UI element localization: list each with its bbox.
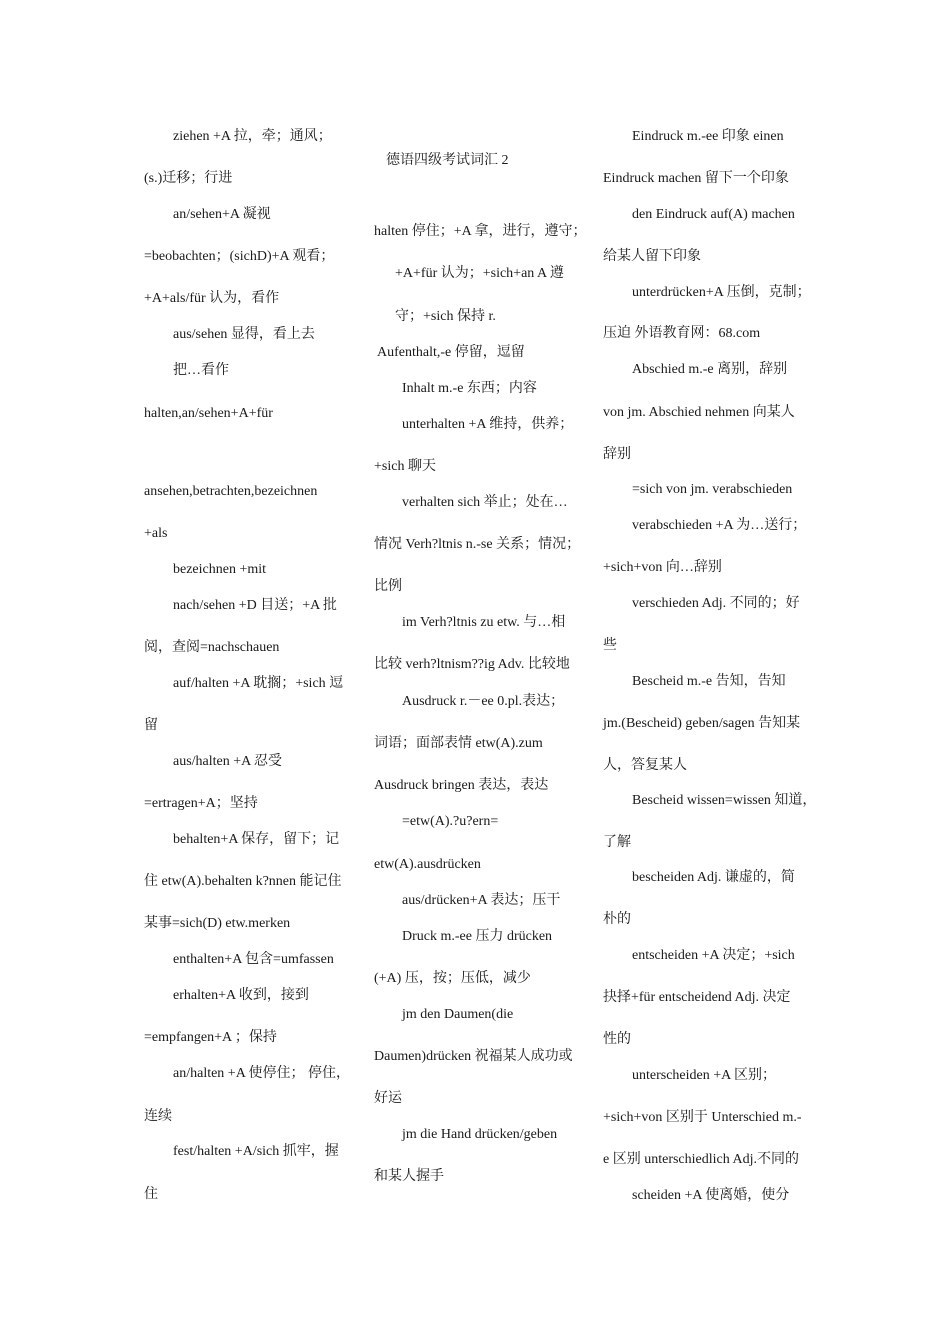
text-line: +A+für 认为；+sich+an A 遵: [395, 266, 564, 281]
text-line: etw(A).ausdrücken: [374, 857, 481, 872]
text-line: =empfangen+A ；保持: [144, 1030, 277, 1045]
text-line: Abschied m.-e 离别，辞别: [632, 362, 788, 377]
text-line: 守；+sich 保持 r.: [395, 309, 496, 324]
text-line: +sich+von 区别于 Unterschied m.-: [603, 1110, 802, 1125]
text-line: 情况 Verh?ltnis n.-se 关系；情况；: [374, 537, 581, 552]
text-line: jm die Hand drücken/geben: [402, 1127, 558, 1142]
text-line: jm den Daumen(die: [402, 1007, 514, 1022]
text-line: 给某人留下印象: [603, 249, 701, 264]
text-line: 把…看作: [173, 363, 229, 378]
text-line: 住 etw(A).behalten k?nnen 能记住: [144, 874, 342, 889]
text-line: an/sehen+A 凝视: [173, 207, 271, 222]
text-line: jm.(Bescheid) geben/sagen 告知某: [603, 716, 801, 731]
text-line: 人，答复某人: [603, 758, 687, 773]
text-line: aus/drücken+A 表达；压干: [402, 893, 561, 908]
text-line: 词语；面部表情 etw(A).zum: [374, 736, 543, 751]
text-line: Bescheid m.-e 告知，告知: [632, 674, 786, 689]
text-line: Daumen)drücken 祝福某人成功或: [374, 1049, 573, 1064]
text-line: +sich 聊天: [374, 459, 436, 474]
text-line: Ausdruck bringen 表达，表达: [374, 778, 549, 793]
text-line: =sich von jm. verabschieden: [632, 482, 793, 497]
text-line: 住: [144, 1187, 158, 1202]
text-line: behalten+A 保存，留下；记: [173, 832, 340, 847]
text-line: scheiden +A 使离婚，使分: [632, 1188, 790, 1203]
text-line: 些: [603, 638, 617, 653]
text-line: im Verh?ltnis zu etw. 与…相: [402, 615, 566, 630]
text-line: (+A) 压，按；压低，减少: [374, 971, 531, 986]
text-line: e 区别 unterschiedlich Adj.不同的: [603, 1152, 799, 1167]
text-line: enthalten+A 包含=umfassen: [173, 952, 334, 967]
text-line: unterdrücken+A 压倒，克制；: [632, 285, 811, 300]
text-line: aus/sehen 显得，看上去: [173, 327, 315, 342]
text-line: =etw(A).?u?ern=: [402, 814, 499, 829]
text-line: an/halten +A 使停住； 停住，: [173, 1066, 351, 1081]
text-line: auf/halten +A 耽搁；+sich 逗: [173, 676, 344, 691]
text-line: ansehen,betrachten,bezeichnen: [144, 484, 318, 499]
text-line: +A+als/für 认为，看作: [144, 291, 280, 306]
text-line: 压迫 外语教育网：68.com: [603, 326, 761, 341]
text-line: +sich+von 向…辞别: [603, 560, 722, 575]
text-line: 比较 verh?ltnism??ig Adv. 比较地: [374, 657, 570, 672]
text-line: =beobachten；(sichD)+A 观看；: [144, 249, 335, 264]
text-line: Eindruck machen 留下一个印象: [603, 171, 789, 186]
text-line: bescheiden Adj. 谦虚的，简: [632, 870, 795, 885]
text-line: 好运: [374, 1091, 402, 1106]
text-line: verhalten sich 举止；处在…: [402, 495, 568, 510]
page-title: 德语四级考试词汇 2: [386, 153, 509, 168]
text-line: unterhalten +A 维持，供养；: [402, 417, 574, 432]
text-line: (s.)迁移；行进: [144, 171, 233, 186]
text-line: von jm. Abschied nehmen 向某人: [603, 405, 795, 420]
text-line: halten 停住；+A 拿，进行，遵守；: [374, 224, 587, 239]
text-line: halten,an/sehen+A+für: [144, 406, 273, 421]
text-line: den Eindruck auf(A) machen: [632, 207, 795, 222]
text-line: 辞别: [603, 447, 631, 462]
text-line: verabschieden +A 为…送行；: [632, 518, 807, 533]
text-line: 和某人握手: [374, 1169, 444, 1184]
text-line: 比例: [374, 579, 402, 594]
text-line: Inhalt m.-e 东西；内容: [402, 381, 537, 396]
text-line: Bescheid wissen=wissen 知道，: [632, 793, 817, 808]
text-line: fest/halten +A/sich 抓牢，握: [173, 1144, 339, 1159]
text-line: 了解: [603, 835, 631, 850]
text-line: aus/halten +A 忍受: [173, 754, 282, 769]
text-line: 阅，查阅=nachschauen: [144, 640, 280, 655]
text-line: ziehen +A 拉，牵；通风；: [173, 129, 332, 144]
text-line: unterscheiden +A 区别；: [632, 1068, 776, 1083]
text-line: =ertragen+A；坚持: [144, 796, 258, 811]
text-line: 连续: [144, 1109, 172, 1124]
text-line: bezeichnen +mit: [173, 562, 267, 577]
text-line: entscheiden +A 决定；+sich: [632, 948, 795, 963]
text-line: Druck m.-ee 压力 drücken: [402, 929, 553, 944]
text-line: nach/sehen +D 目送；+A 批: [173, 598, 337, 613]
text-line: 性的: [603, 1032, 631, 1047]
text-line: 抉择+für entscheidend Adj. 决定: [603, 990, 791, 1005]
text-line: Eindruck m.-ee 印象 einen: [632, 129, 784, 144]
text-line: 朴的: [603, 912, 631, 927]
text-line: erhalten+A 收到，接到: [173, 988, 309, 1003]
text-line: +als: [144, 526, 168, 541]
text-line: Ausdruck r.－ee 0.pl.表达；: [402, 694, 565, 709]
text-line: 某事=sich(D) etw.merken: [144, 916, 291, 931]
text-line: 留: [144, 718, 158, 733]
text-line: verschieden Adj. 不同的；好: [632, 596, 800, 611]
text-line: Aufenthalt,-e 停留，逗留: [377, 345, 525, 360]
